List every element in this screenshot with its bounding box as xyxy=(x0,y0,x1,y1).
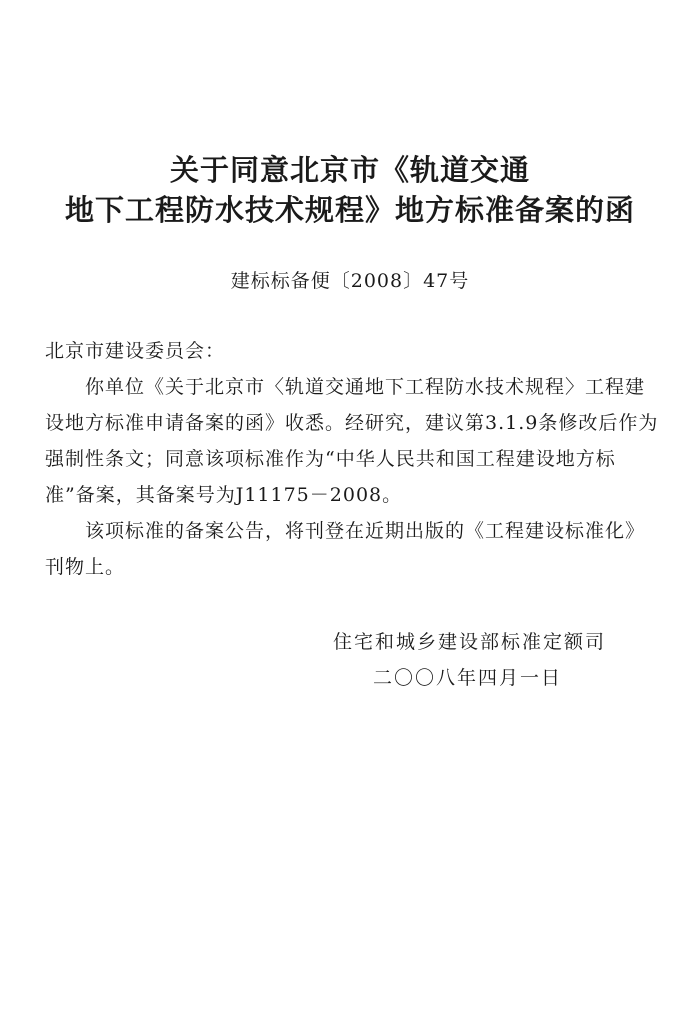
paragraph-2: 该项标准的备案公告，将刊登在近期出版的《工程建设标准化》刊物上。 xyxy=(45,520,646,578)
paragraph-1: 你单位《关于北京市〈轨道交通地下工程防水技术规程〉工程建设地方标准申请备案的函》收悉。经研究，建议第3.1.9条修改后作为强制性条文；同意该项标准作为“中华人民共和国工程建设地方标准”备案，其备案号为J11175－2008。 xyxy=(45,376,659,506)
title-line-2: 地下工程防水技术规程》地方标准备案的函 xyxy=(64,193,635,227)
signature-block xyxy=(0,624,606,696)
signature-organization: 住宅和城乡建设部标准定额司 xyxy=(333,631,607,653)
document-title xyxy=(0,150,700,230)
title-line-1: 关于同意北京市《轨道交通 xyxy=(169,153,530,187)
letter-body xyxy=(45,333,660,585)
signature-date: 二〇〇八年四月一日 xyxy=(373,667,563,689)
addressee: 北京市建设委员会： xyxy=(45,340,226,362)
document-number: 建标标备便〔2008〕47号 xyxy=(230,270,470,292)
